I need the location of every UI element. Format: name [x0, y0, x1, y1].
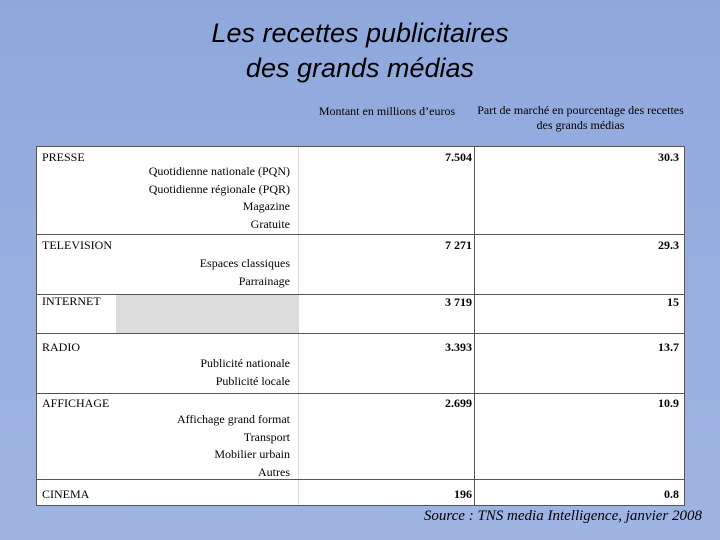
row-label-internet: INTERNET: [42, 294, 101, 308]
share-presse: 30.3: [658, 150, 679, 164]
row-label-cinema: CINEMA: [42, 487, 90, 501]
amount-affichage: 2.699: [445, 396, 472, 410]
share-television: 29.3: [658, 238, 679, 252]
sub-item: Parrainage: [238, 273, 290, 288]
page-title: [0, 16, 720, 86]
amount-presse: 7.504: [445, 150, 472, 164]
subs-television: [96, 255, 290, 290]
row-divider-3: [36, 333, 685, 334]
sub-item: Autres: [258, 464, 290, 479]
share-affichage: 10.9: [658, 396, 679, 410]
amount-column-bg: [299, 147, 474, 505]
row-label-presse: PRESSE: [42, 150, 85, 164]
share-column-bg: [475, 147, 684, 505]
header-amount: Montant en millions d’euros: [318, 104, 456, 118]
column-divider-share: [474, 146, 475, 506]
sub-item: Affichage grand format: [176, 412, 290, 426]
subs-radio: [96, 355, 290, 390]
title-line-2: des grands médias: [245, 53, 475, 83]
share-radio: 13.7: [658, 340, 679, 354]
sub-item: Magazine: [242, 199, 290, 213]
row-divider-4: [36, 393, 685, 394]
sub-item: Mobilier urbain: [214, 447, 290, 461]
share-internet: 15: [667, 295, 679, 309]
row-label-radio: RADIO: [42, 340, 80, 354]
sub-item: Quotidienne régionale (PQR): [148, 181, 290, 196]
amount-television: 7 271: [445, 238, 472, 252]
sub-item: Espaces classiques: [199, 256, 290, 270]
title-line-1: Les recettes publicitaires: [211, 18, 509, 48]
share-cinema: 0.8: [664, 487, 679, 501]
row-label-affichage: AFFICHAGE: [42, 396, 110, 410]
amount-cinema: 196: [454, 487, 472, 501]
sub-item: Publicité locale: [215, 373, 290, 388]
media-revenue-table: [36, 90, 685, 510]
amount-internet: 3 719: [445, 295, 472, 309]
subs-affichage: [96, 411, 290, 481]
header-share: Part de marché en pourcentage des recettes des grands médias: [477, 103, 684, 132]
row-divider-1: [36, 234, 685, 235]
sub-item: Transport: [243, 429, 290, 444]
sub-item: Quotidienne nationale (PQN): [148, 164, 290, 178]
sub-item: Publicité nationale: [200, 356, 290, 370]
subs-presse: [96, 163, 290, 233]
internet-row-shade: [116, 295, 298, 333]
source-note: Source : TNS media Intelligence, janvier 2008: [423, 508, 702, 524]
row-label-television: TELEVISION: [42, 238, 112, 252]
sub-item: Gratuite: [250, 216, 290, 231]
amount-radio: 3.393: [445, 340, 472, 354]
